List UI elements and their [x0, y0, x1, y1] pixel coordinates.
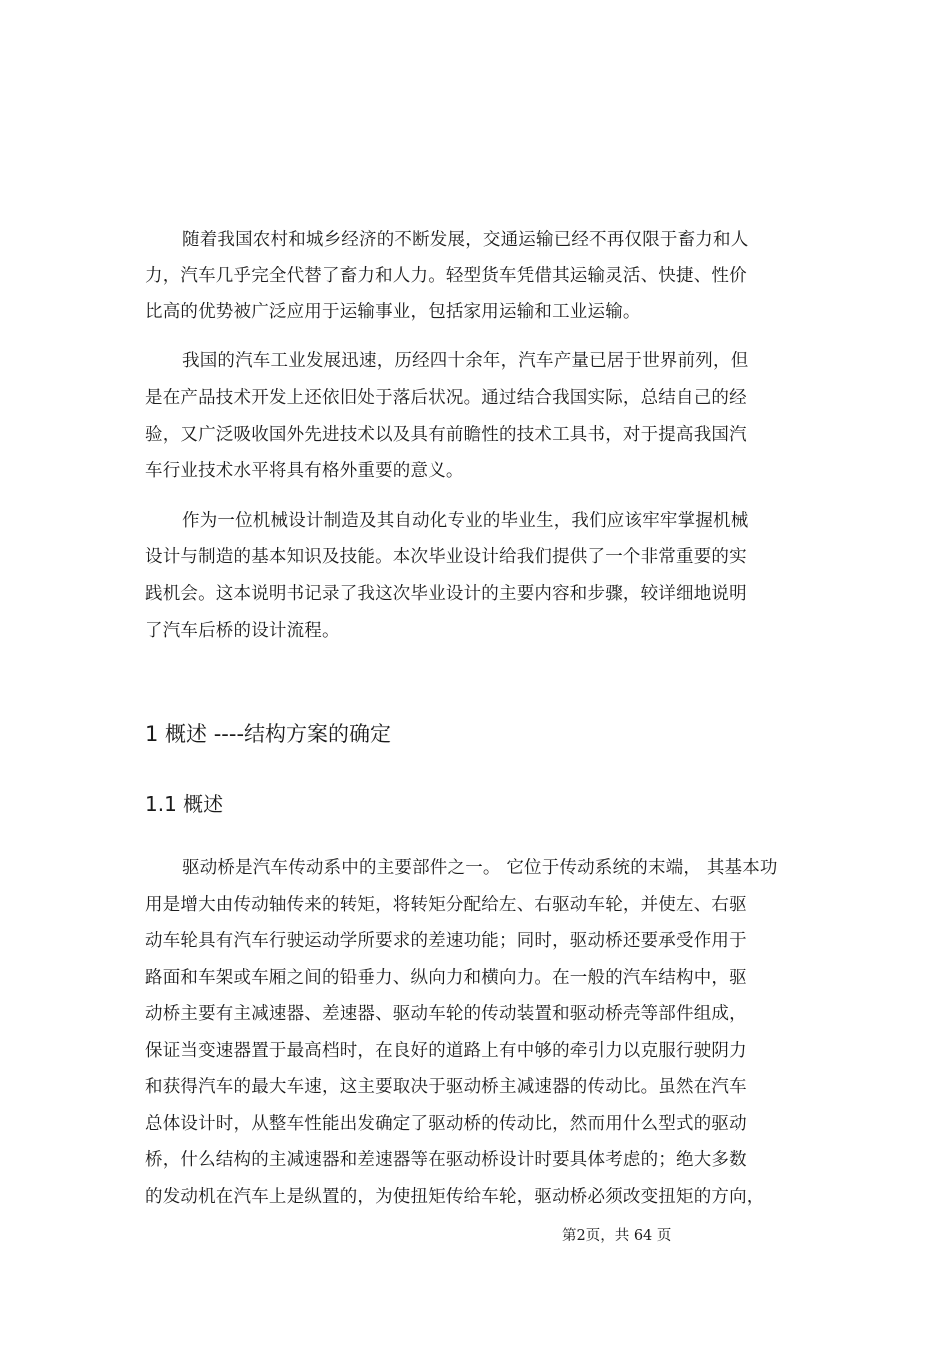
section-paragraph-line-5: 动桥主要有主减速器、差速器、驱动车轮的传动装置和驱动桥壳等部件组成， [145, 1004, 747, 1024]
section-paragraph-line-10: 的发动机在汽车上是纵置的，为使扭矩传给车轮，驱动桥必须改变扭矩的方向， [145, 1187, 765, 1207]
section-paragraph-line-4: 路面和车架或车厢之间的铅垂力、纵向力和横向力。在一般的汽车结构中，驱 [145, 968, 747, 988]
paragraph-3-line-3: 践机会。这本说明书记录了我这次毕业设计的主要内容和步骤，较详细地说明 [145, 584, 747, 604]
section-paragraph-line-7: 和获得汽车的最大车速，这主要取决于驱动桥主减速器的传动比。虽然在汽车 [145, 1077, 747, 1097]
subsection-heading: 1.1 概述 [145, 792, 224, 816]
page-number-footer: 第2页，共 64 页 [562, 1228, 672, 1244]
section-paragraph-line-6: 保证当变速器置于最高档时，在良好的道路上有中够的牵引力以克服行驶阴力 [145, 1041, 747, 1061]
paragraph-3-line-4: 了汽车后桥的设计流程。 [145, 621, 340, 641]
paragraph-1-line-2: 力，汽车几乎完全代替了畜力和人力。轻型货车凭借其运输灵活、快捷、性价 [145, 266, 747, 286]
section-paragraph-line-9: 桥，什么结构的主减速器和差速器等在驱动桥设计时要具体考虑的；绝大多数 [145, 1150, 747, 1170]
section-paragraph-line-2: 用是增大由传动轴传来的转矩，将转矩分配给左、右驱动车轮，并使左、右驱 [145, 895, 747, 915]
paragraph-3-line-1: 作为一位机械设计制造及其自动化专业的毕业生，我们应该牢牢掌握机械 [182, 511, 749, 531]
paragraph-3-line-2: 设计与制造的基本知识及技能。本次毕业设计给我们提供了一个非常重要的实 [145, 547, 747, 567]
section-paragraph-line-8: 总体设计时，从整车性能出发确定了驱动桥的传动比，然而用什么型式的驱动 [145, 1114, 747, 1134]
paragraph-2-line-3: 验，又广泛吸收国外先进技术以及具有前瞻性的技术工具书，对于提高我国汽 [145, 425, 747, 445]
paragraph-1-line-3: 比高的优势被广泛应用于运输事业，包括家用运输和工业运输。 [145, 302, 641, 322]
paragraph-2-line-4: 车行业技术水平将具有格外重要的意义。 [145, 461, 464, 481]
section-paragraph-line-1: 驱动桥是汽车传动系中的主要部件之一。 它位于传动系统的末端， 其基本功 [182, 858, 778, 878]
section-paragraph-line-3: 动车轮具有汽车行驶运动学所要求的差速功能；同时，驱动桥还要承受作用于 [145, 931, 747, 951]
paragraph-2-line-1: 我国的汽车工业发展迅速，历经四十余年，汽车产量已居于世界前列，但 [182, 351, 749, 371]
section-heading: 1 概述 ----结构方案的确定 [145, 722, 392, 746]
paragraph-2-line-2: 是在产品技术开发上还依旧处于落后状况。通过结合我国实际，总结自己的经 [145, 388, 747, 408]
paragraph-1-line-1: 随着我国农村和城乡经济的不断发展，交通运输已经不再仅限于畜力和人 [182, 230, 749, 250]
